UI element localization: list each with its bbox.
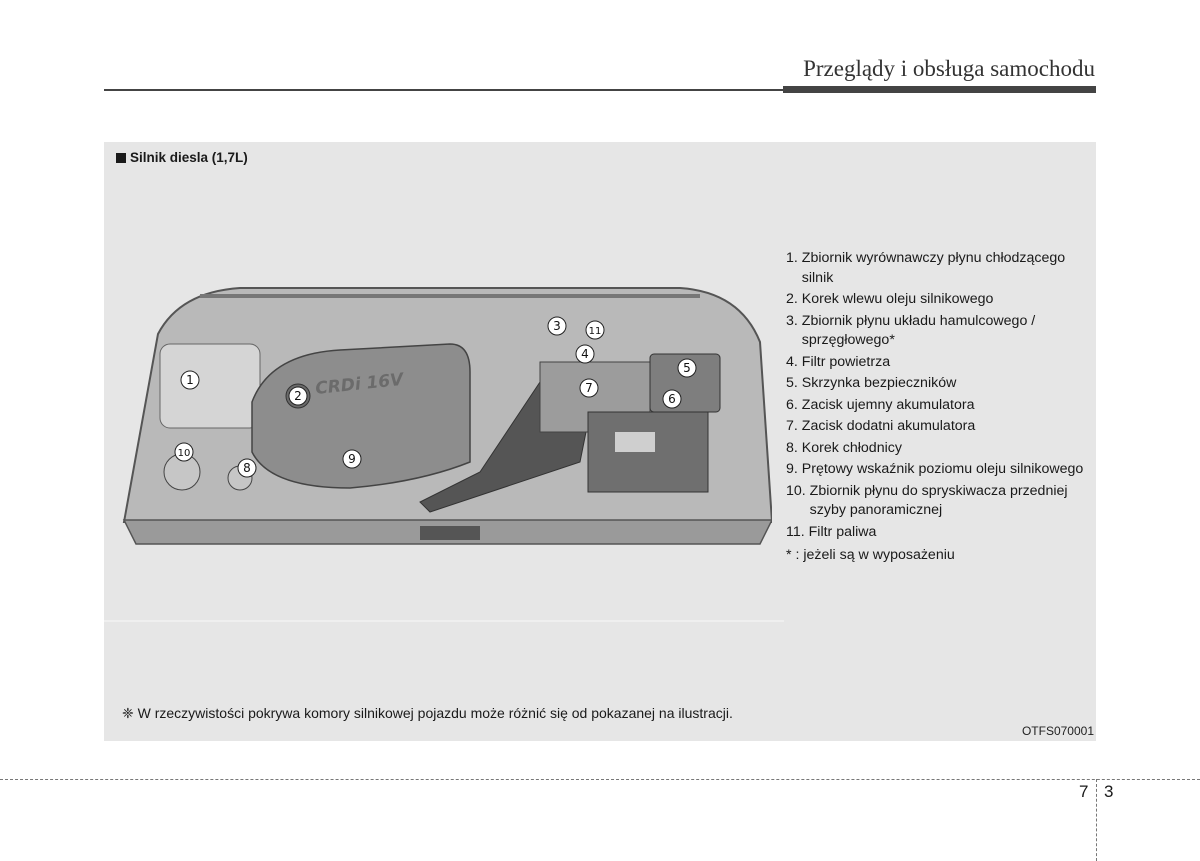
callout-8 <box>238 459 256 477</box>
section-title: Silnik diesla (1,7L) <box>130 150 248 165</box>
svg-text:9: 9 <box>348 452 356 466</box>
footer-divider <box>1096 779 1097 861</box>
header-rule <box>104 89 784 91</box>
page-number: 3 <box>1104 782 1114 801</box>
legend-item: 9. Prętowy wskaźnik poziomu oleju silnikowego <box>786 461 1084 477</box>
callout-3 <box>548 317 566 335</box>
engine-bay-illustration <box>120 282 772 552</box>
svg-text:7: 7 <box>585 381 593 395</box>
legend-item: 3. Zbiornik płynu układu hamulcowego / sprzęgłowego* <box>786 312 1036 348</box>
svg-text:10: 10 <box>177 448 191 459</box>
legend-item: 11. Filtr paliwa <box>786 523 877 540</box>
legend-item: 6. Zacisk ujemny akumulatora <box>786 396 975 413</box>
legend-item: 5. Skrzynka bezpieczników <box>786 375 957 391</box>
page-chapter: 7 <box>1079 782 1089 801</box>
svg-text:6: 6 <box>668 392 676 406</box>
footer-rule <box>0 779 1200 780</box>
callout-1 <box>181 371 199 389</box>
svg-text:1: 1 <box>186 373 194 387</box>
legend-item: 8. Korek chłodnicy <box>786 439 902 456</box>
disclaimer-note: ❈ W rzeczywistości pokrywa komory silnikowej pojazdu może różnić się od pokazanej na ilustracji. <box>122 705 733 721</box>
legend-item: 2. Korek wlewu oleju silnikowego <box>786 291 994 307</box>
image-code: OTFS070001 <box>1021 724 1094 738</box>
legend-item: 7. Zacisk dodatni akumulatora <box>786 418 976 434</box>
callout-4 <box>576 345 594 363</box>
svg-text:4: 4 <box>581 347 589 361</box>
svg-text:5: 5 <box>683 361 691 375</box>
legend-note: * : jeżeli są w wyposażeniu <box>786 547 955 563</box>
section-heading <box>116 150 248 165</box>
svg-text:8: 8 <box>243 461 251 475</box>
figure-panel <box>104 142 1096 741</box>
engine-cover-logo: CRDi 16V <box>314 369 405 399</box>
callout-11 <box>586 321 604 339</box>
square-bullet-icon <box>116 153 126 163</box>
callout-6 <box>663 390 681 408</box>
chapter-title: Przeglądy i obsługa samochodu <box>803 56 1095 81</box>
svg-text:3: 3 <box>553 319 561 333</box>
legend-item: 4. Filtr powietrza <box>786 353 891 370</box>
callout-2 <box>289 387 307 405</box>
callout-9 <box>343 450 361 468</box>
parts-legend <box>786 249 1096 566</box>
legend-item: 10. Zbiornik płynu do spryskiwacza przedniej szyby panoramicznej <box>786 482 1068 518</box>
panel-divider <box>104 620 784 622</box>
svg-text:2: 2 <box>294 389 302 403</box>
callout-5 <box>678 359 696 377</box>
svg-text:11: 11 <box>588 326 602 337</box>
legend-item: 1. Zbiornik wyrównawczy płynu chłodzącego silnik <box>786 250 1066 286</box>
header-rule-accent <box>783 86 1096 93</box>
callout-10 <box>175 443 193 461</box>
callout-7 <box>580 379 598 397</box>
